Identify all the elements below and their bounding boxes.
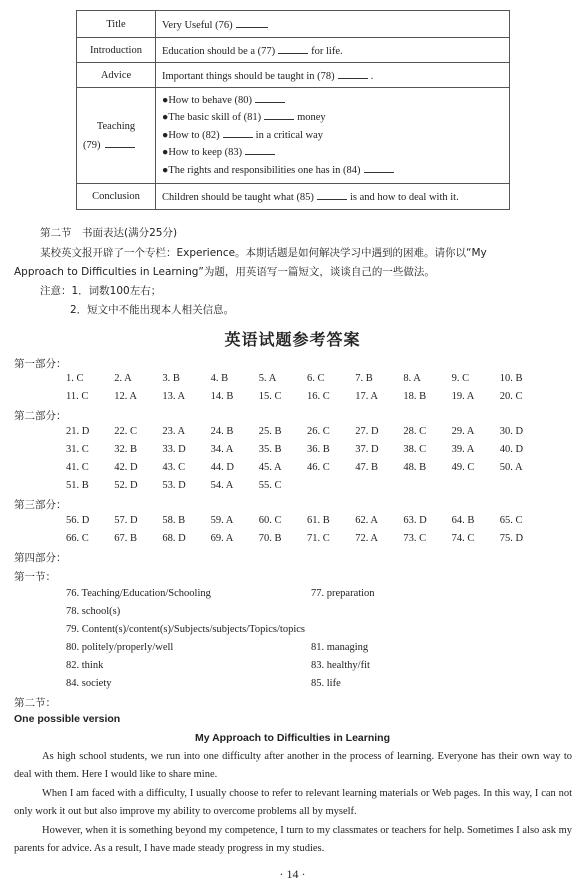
- answer-item: 4. B: [210, 373, 229, 384]
- section-label: 第一节：: [14, 571, 56, 583]
- bullet-item: ●How to keep (83): [162, 144, 503, 162]
- answer-item: 71. C: [307, 533, 330, 544]
- bullet-text: How to keep (83): [168, 147, 243, 159]
- answer-item: 29. A: [451, 426, 475, 437]
- answer-blank: [245, 145, 275, 155]
- answer-item: 75. D: [499, 533, 524, 544]
- writing-note: 注意：1．词数100左右；: [40, 285, 162, 297]
- answer-item: 26. C: [307, 426, 330, 437]
- answer-item: 11. C: [66, 391, 89, 402]
- outline-table: [76, 10, 510, 210]
- answer-item: 35. B: [258, 444, 282, 455]
- row-text: Important things should be taught in (78): [162, 70, 335, 82]
- answer-item: 66. C: [66, 533, 89, 544]
- row-content: [156, 11, 510, 38]
- answer-item: 67. B: [114, 533, 137, 544]
- answer-item: 20. C: [499, 391, 523, 402]
- answer-item: 52. D: [114, 480, 138, 491]
- answer-blank: [278, 44, 308, 54]
- fill-answer: 82. think: [66, 660, 104, 671]
- answer-item: 9. C: [451, 373, 470, 384]
- answer-item: 70. B: [258, 533, 282, 544]
- answer-item: 58. B: [162, 515, 186, 526]
- answer-item: 74. C: [451, 533, 475, 544]
- answer-item: 7. B: [355, 373, 373, 384]
- part-label: 第四部分：: [14, 552, 67, 564]
- answer-blank: [338, 69, 368, 79]
- answer-item: 38. C: [403, 444, 427, 455]
- bullet-text: money: [297, 112, 326, 124]
- answer-item: 47. B: [355, 462, 378, 473]
- table-row: [77, 88, 510, 184]
- fill-answer: 77. preparation: [311, 588, 375, 599]
- row-label: Conclusion: [77, 184, 156, 210]
- fill-answer: 81. managing: [311, 642, 369, 653]
- answer-blank: [105, 138, 135, 148]
- row-text: .: [370, 70, 374, 82]
- answer-item: 48. B: [403, 462, 427, 473]
- answer-item: 64. B: [451, 515, 475, 526]
- answer-item: 14. B: [210, 391, 234, 402]
- answer-item: 31. C: [66, 444, 89, 455]
- answer-item: 18. B: [403, 391, 427, 402]
- answer-item: 54. A: [210, 480, 234, 491]
- bullet-item: ●The rights and responsibilities one has in (84): [162, 162, 503, 180]
- answer-item: 60. C: [258, 515, 282, 526]
- fill-answer: 83. healthy/fit: [311, 660, 370, 671]
- part-label: 第二部分：: [14, 410, 67, 422]
- answer-blank: [236, 18, 268, 28]
- answer-item: 10. B: [499, 373, 523, 384]
- answer-item: 69. A: [210, 533, 234, 544]
- row-label: Introduction: [77, 38, 156, 63]
- answer-item: 36. B: [307, 444, 330, 455]
- answer-item: 56. D: [66, 515, 90, 526]
- answer-item: 63. D: [403, 515, 427, 526]
- answer-item: 57. D: [114, 515, 138, 526]
- bullet-item: ●How to behave (80): [162, 92, 503, 110]
- writing-prompt: Approach to Difficulties in Learning”为题，用英语写一篇短文，谈谈自己的一些做法。: [14, 266, 435, 278]
- answer-item: 61. B: [307, 515, 330, 526]
- fill-answer: 84. society: [66, 678, 112, 689]
- row-label: [77, 88, 156, 184]
- answer-item: 55. C: [258, 480, 282, 491]
- answer-item: 23. A: [162, 426, 186, 437]
- bullet-item: ●How to (82) in a critical way: [162, 129, 324, 141]
- answer-item: 65. C: [499, 515, 523, 526]
- bullet-item: ●The basic skill of (81) money: [162, 112, 326, 124]
- answer-item: 46. C: [307, 462, 330, 473]
- answer-key-heading: 英语试题参考答案: [224, 330, 361, 349]
- answer-item: 13. A: [162, 391, 186, 402]
- answer-item: 59. A: [210, 515, 234, 526]
- answer-item: 24. B: [210, 426, 234, 437]
- page-number: · 14 ·: [279, 867, 306, 881]
- answer-item: 72. A: [355, 533, 378, 544]
- answer-item: 51. B: [66, 480, 89, 491]
- answer-item: 16. C: [307, 391, 330, 402]
- answer-item: 39. A: [451, 444, 475, 455]
- answer-item: 62. A: [355, 515, 378, 526]
- bullet-text: The basic skill of (81): [168, 112, 262, 124]
- answer-item: 40. D: [499, 444, 524, 455]
- row-text: Very Useful (76): [162, 19, 233, 31]
- table-row: [77, 63, 510, 88]
- writing-prompt: 某校英文报开辟了一个专栏：Experience。本期话题是如何解决学习中遇到的困难。请你以“My: [40, 247, 487, 259]
- answer-item: 1. C: [66, 373, 84, 384]
- fill-answer: 78. school(s): [66, 606, 121, 617]
- answer-item: 34. A: [210, 444, 234, 455]
- answer-item: 32. B: [114, 444, 137, 455]
- row-label-text: Teaching: [96, 120, 136, 132]
- answer-item: 25. B: [258, 426, 282, 437]
- row-content: [156, 63, 510, 88]
- fill-answer: 80. politely/properly/well: [66, 642, 174, 653]
- answer-item: 28. C: [403, 426, 427, 437]
- sample-label: One possible version: [14, 713, 121, 725]
- part-label: 第一部分：: [14, 358, 67, 370]
- writing-note: 2．短文中不能出现本人相关信息。: [70, 304, 235, 316]
- answer-item: 33. D: [162, 444, 186, 455]
- answer-item: 42. D: [114, 462, 138, 473]
- fill-answer: 85. life: [311, 678, 341, 689]
- table-row: [77, 184, 510, 210]
- bullet-text: The rights and responsibilities one has in (84): [168, 164, 361, 176]
- row-text: Children should be taught what (85): [162, 192, 314, 203]
- fill-answer: 76. Teaching/Education/Schooling: [66, 588, 211, 599]
- answer-item: 45. A: [258, 462, 282, 473]
- answer-item: 37. D: [355, 444, 379, 455]
- answer-item: 21. D: [66, 426, 90, 437]
- essay-paragraph: As high school students, we run into one difficulty after another in the process of learning. Everyone has their own way to deal with them. Here I would like to share mine.: [14, 751, 572, 780]
- answer-item: 44. D: [210, 462, 234, 473]
- bullet-text: in a critical way: [255, 129, 324, 141]
- answer-blank: [264, 110, 294, 120]
- answer-item: 68. D: [162, 533, 186, 544]
- answer-item: 19. A: [451, 391, 475, 402]
- answer-item: 22. C: [114, 426, 137, 437]
- row-text: Education should be a (77): [162, 45, 276, 57]
- essay-paragraph: When I am faced with a difficulty, I usually choose to refer to relevant learning materials or Web pages. In this way, I can not only work it out but also improve my ability to overcome problems all by myself.: [14, 788, 572, 817]
- table-row: [77, 38, 510, 63]
- answer-item: 2. A: [114, 373, 132, 384]
- answer-item: 8. A: [403, 373, 421, 384]
- answer-item: 12. A: [114, 391, 137, 402]
- essay-paragraph: However, when it is something beyond my competence, I turn to my classmates or teachers for help. Sometimes I also ask my parents for advice. As a result, I have made steady progress in my studies.: [14, 825, 572, 854]
- essay-title: My Approach to Difficulties in Learning: [194, 732, 391, 744]
- answer-item: 50. A: [499, 462, 523, 473]
- answer-item: 5. A: [258, 373, 277, 384]
- answer-blank: [255, 93, 285, 103]
- answer-item: 73. C: [403, 533, 427, 544]
- row-text: is and how to deal with it.: [349, 192, 459, 203]
- bullet-text: How to behave (80): [168, 94, 253, 106]
- writing-section-header: 第二节 书面表达(满分25分): [40, 227, 178, 239]
- row-text: for life.: [311, 45, 343, 57]
- answer-item: 6. C: [307, 373, 325, 384]
- answer-item: 3. B: [162, 373, 180, 384]
- answer-item: 30. D: [499, 426, 524, 437]
- answer-item: 53. D: [162, 480, 186, 491]
- row-label: Advice: [77, 63, 156, 88]
- bullet-text: How to (82): [168, 129, 220, 141]
- answer-item: 43. C: [162, 462, 186, 473]
- answer-item: 41. C: [66, 462, 89, 473]
- answer-blank: [317, 190, 347, 200]
- row-content: [156, 38, 510, 63]
- part-label: 第三部分：: [14, 499, 67, 511]
- row-label: Title: [77, 11, 156, 38]
- answer-item: 49. C: [451, 462, 475, 473]
- answer-blank: [223, 128, 253, 138]
- table-row: [77, 11, 510, 38]
- answer-item: 17. A: [355, 391, 378, 402]
- section-label: 第二节：: [14, 697, 56, 709]
- answer-blank: [364, 163, 394, 173]
- fill-answer: 79. Content(s)/content(s)/Subjects/subjects/Topics/topics: [66, 624, 305, 635]
- row-content: [156, 184, 510, 210]
- row-content: [156, 88, 510, 184]
- answer-item: 15. C: [258, 391, 282, 402]
- answer-item: 27. D: [355, 426, 379, 437]
- row-label-blank-num: (79): [83, 139, 101, 151]
